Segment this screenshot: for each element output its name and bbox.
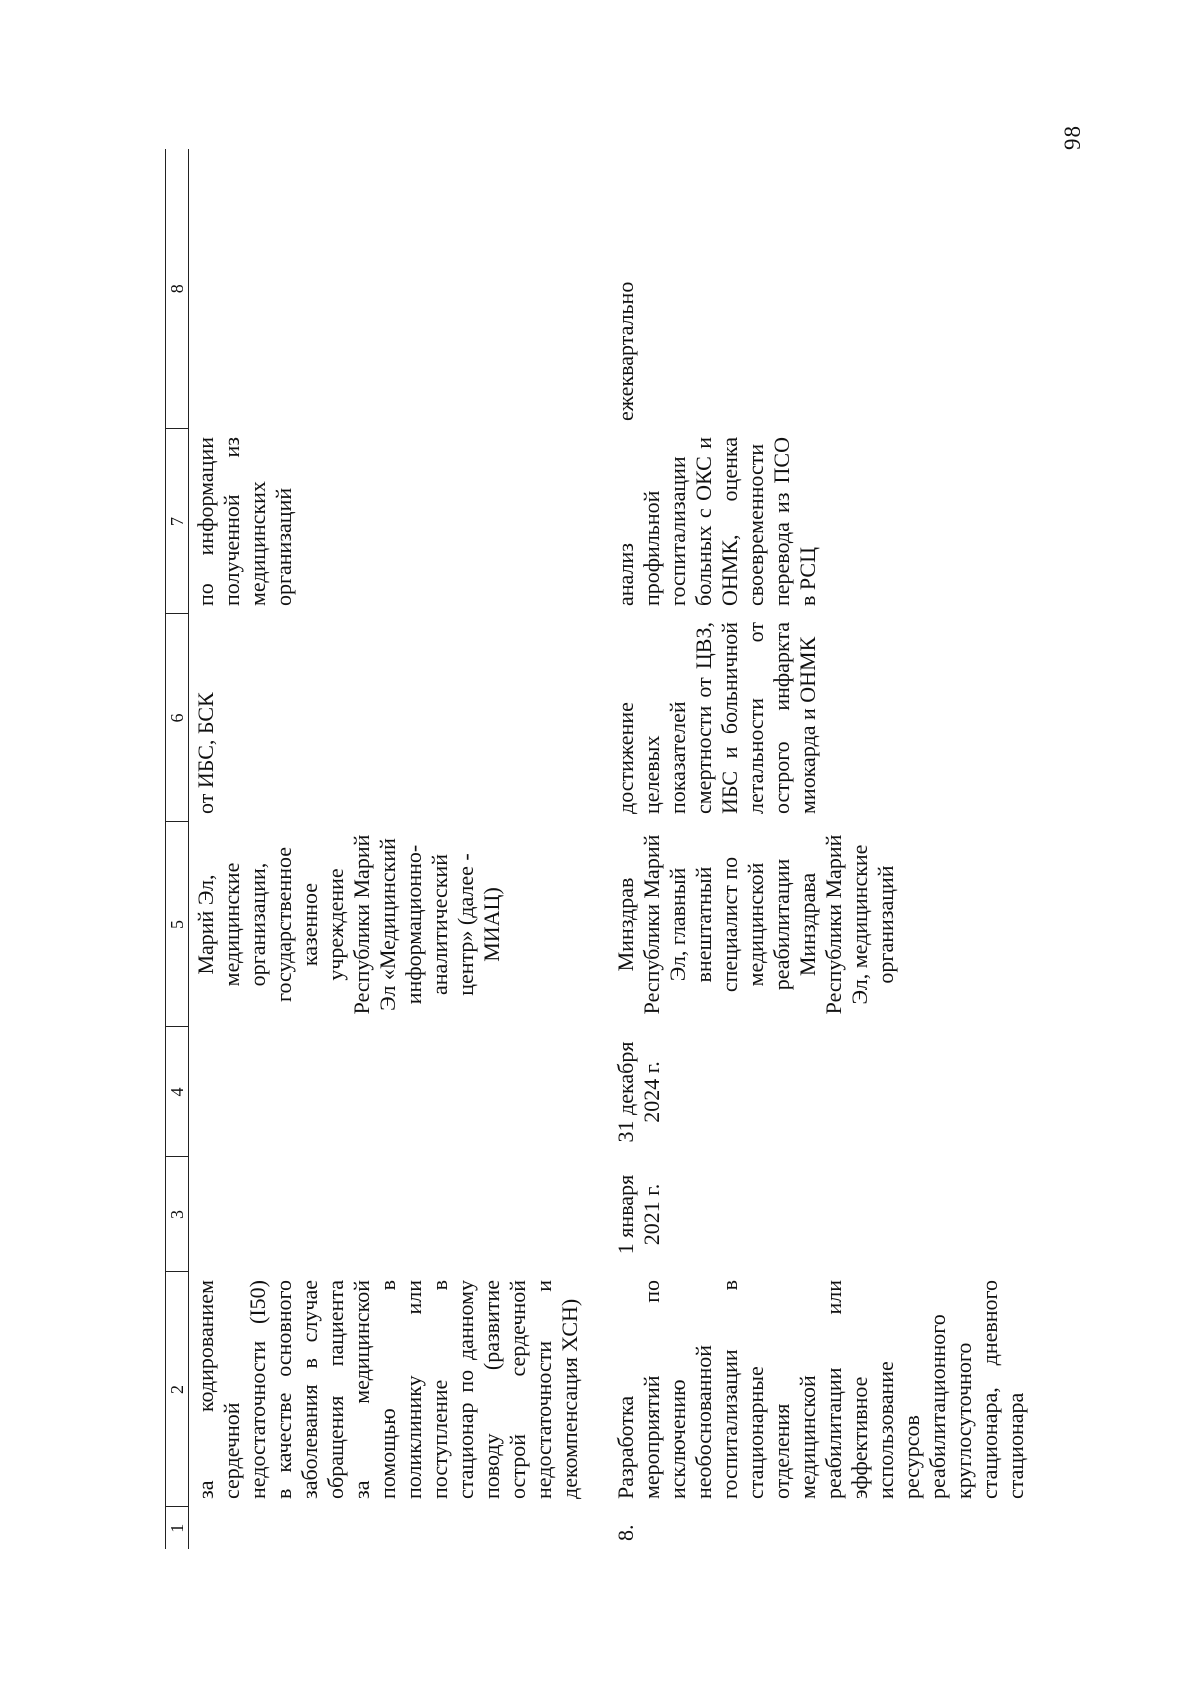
column-header-6: 6	[166, 614, 189, 822]
column-header-8: 8	[166, 149, 189, 429]
row-number	[189, 1507, 588, 1549]
plan-table	[165, 149, 1033, 1549]
table-row	[609, 149, 1033, 1549]
column-number-header-row	[166, 149, 189, 1549]
measure-cell: Разработка мероприятий по исключению необоснованной госпитализации в стационарные отделения медицинской реабилитации или эффективное использование ресурсов реабилитационного круглосуточного стационара, дневного стационара	[613, 1280, 1028, 1499]
end-date-cell: 31 декабря 2024 г.	[613, 1041, 664, 1143]
column-header-5: 5	[166, 822, 189, 1027]
end-date-cell	[189, 1027, 588, 1157]
frequency-cell: ежеквартально	[613, 281, 638, 421]
control-cell: анализ профильной госпитализации больных с ОКС и ОНМК, оценка своевременности перевода из ПСО в РСЦ	[613, 437, 820, 606]
column-header-7: 7	[166, 429, 189, 614]
column-header-4: 4	[166, 1027, 189, 1157]
start-date-cell	[189, 1157, 588, 1272]
row-spacer	[587, 149, 609, 1549]
row-number: 8.	[613, 1524, 638, 1541]
frequency-cell	[189, 149, 588, 429]
result-cell: достижение целевых показателей смертности от ЦВЗ, ИБС и больничной летальности от острого инфаркта миокарда и ОНМК	[613, 622, 820, 814]
responsible-cell: Марий Эл, медицинские организации, государственное казенное учреждение Республики Марий Эл «Медицинский информационно-аналитический центр» (далее - МИАЦ)	[193, 834, 504, 1015]
start-date-cell: 1 января 2021 г.	[613, 1174, 664, 1255]
responsible-cell: Минздрав Республики Марий Эл, главный внештатный специалист по медицинской реабилитации Минздрава Республики Марий Эл, медицинские организаций	[613, 834, 898, 1015]
column-header-3: 3	[166, 1157, 189, 1272]
measure-cell: за кодированием сердечной недостаточности (I50) в качестве основного заболевания в случае обращения пациента за медицинской помощью в поликлинику или поступление в стационар по данному поводу (развитие острой сердечной недостаточности и декомпенсация ХСН)	[193, 1280, 582, 1499]
column-header-2: 2	[166, 1272, 189, 1507]
result-cell: от ИБС, БСК	[193, 692, 218, 814]
column-header-1: 1	[166, 1507, 189, 1549]
page-number: 98	[1060, 125, 1085, 150]
table-row	[189, 149, 588, 1549]
control-cell: по информации полученной из медицинских организаций	[193, 437, 296, 606]
